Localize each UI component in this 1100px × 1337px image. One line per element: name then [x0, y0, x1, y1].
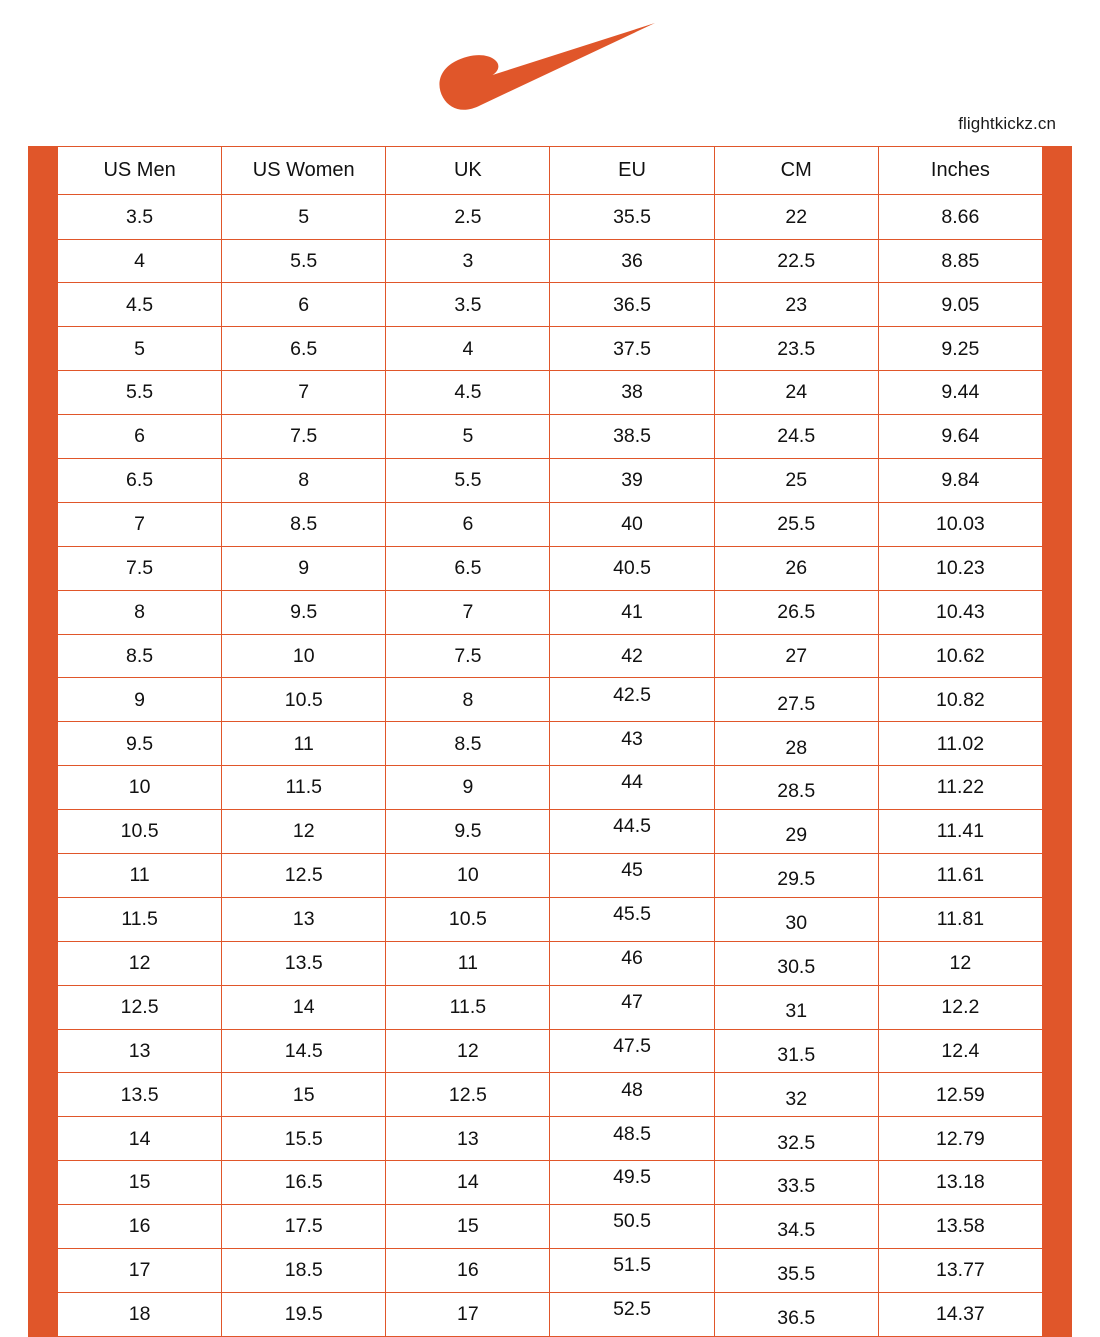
cell-value: 48: [621, 1078, 643, 1101]
table-row: [58, 239, 1043, 283]
cell-us-men: 18: [58, 1292, 222, 1336]
nike-swoosh-logo: [0, 18, 1100, 118]
cell-value: 48.5: [613, 1122, 652, 1145]
cell-us-women: 9.5: [222, 590, 386, 634]
cell-value: 31: [785, 999, 808, 1022]
cell-eu: [550, 1205, 714, 1249]
cell-us-men: 5: [58, 327, 222, 371]
cell-inches: 12.2: [878, 985, 1042, 1029]
cell-inches: 11.41: [878, 810, 1042, 854]
cell-us-women: 14.5: [222, 1029, 386, 1073]
cell-uk: 7.5: [386, 634, 550, 678]
cell-us-men: 10: [58, 766, 222, 810]
table-row: [58, 722, 1043, 766]
cell-inches: 9.64: [878, 415, 1042, 459]
table-header-row: [58, 147, 1043, 195]
cell-eu: [550, 1029, 714, 1073]
cell-us-men: 16: [58, 1205, 222, 1249]
cell-cm: 23.5: [714, 327, 878, 371]
cell-uk: 8.5: [386, 722, 550, 766]
column-header-inches: Inches: [878, 147, 1042, 195]
cell-uk: 5: [386, 415, 550, 459]
cell-value: 31.5: [777, 1043, 816, 1066]
cell-eu: [550, 1073, 714, 1117]
cell-uk: 17: [386, 1292, 550, 1336]
cell-cm: 26.5: [714, 590, 878, 634]
cell-value: 36.5: [777, 1307, 816, 1330]
cell-us-men: 8: [58, 590, 222, 634]
cell-uk: 6: [386, 502, 550, 546]
cell-cm: 25: [714, 458, 878, 502]
cell-cm: [714, 810, 878, 854]
cell-cm: 24.5: [714, 415, 878, 459]
cell-eu: [550, 1161, 714, 1205]
table-row: [58, 283, 1043, 327]
cell-eu: 41: [550, 590, 714, 634]
cell-eu: 40: [550, 502, 714, 546]
cell-uk: 16: [386, 1249, 550, 1293]
cell-value: 34.5: [777, 1219, 816, 1242]
cell-us-women: 8: [222, 458, 386, 502]
cell-eu: [550, 941, 714, 985]
cell-cm: [714, 853, 878, 897]
cell-value: 51.5: [613, 1254, 652, 1277]
cell-us-men: 4: [58, 239, 222, 283]
cell-eu: [550, 853, 714, 897]
cell-eu: 35.5: [550, 195, 714, 240]
cell-inches: 14.37: [878, 1292, 1042, 1336]
cell-uk: 12.5: [386, 1073, 550, 1117]
cell-cm: [714, 678, 878, 722]
cell-inches: 11.81: [878, 897, 1042, 941]
cell-us-women: 19.5: [222, 1292, 386, 1336]
cell-cm: 25.5: [714, 502, 878, 546]
cell-value: 29.5: [777, 868, 816, 891]
cell-eu: 42: [550, 634, 714, 678]
cell-us-men: 6.5: [58, 458, 222, 502]
cell-us-women: 15: [222, 1073, 386, 1117]
cell-eu: 40.5: [550, 546, 714, 590]
cell-eu: [550, 1117, 714, 1161]
cell-value: 32.5: [777, 1131, 816, 1154]
cell-uk: 10: [386, 853, 550, 897]
cell-us-women: 6: [222, 283, 386, 327]
cell-cm: [714, 1029, 878, 1073]
cell-cm: [714, 766, 878, 810]
cell-uk: 14: [386, 1161, 550, 1205]
cell-value: 47: [621, 990, 643, 1013]
cell-eu: 37.5: [550, 327, 714, 371]
cell-eu: [550, 722, 714, 766]
cell-us-men: 9.5: [58, 722, 222, 766]
cell-inches: 8.66: [878, 195, 1042, 240]
cell-uk: 3.5: [386, 283, 550, 327]
cell-cm: 27: [714, 634, 878, 678]
cell-inches: 8.85: [878, 239, 1042, 283]
cell-us-men: 12: [58, 941, 222, 985]
table-row: [58, 1073, 1043, 1117]
table-row: [58, 810, 1043, 854]
table-row: [58, 546, 1043, 590]
cell-inches: 9.84: [878, 458, 1042, 502]
table-row: [58, 371, 1043, 415]
table-row: [58, 985, 1043, 1029]
cell-uk: 13: [386, 1117, 550, 1161]
cell-value: 44.5: [613, 815, 652, 838]
cell-eu: [550, 1292, 714, 1336]
cell-uk: 2.5: [386, 195, 550, 240]
cell-uk: 11.5: [386, 985, 550, 1029]
cell-us-women: 6.5: [222, 327, 386, 371]
cell-uk: 3: [386, 239, 550, 283]
cell-eu: [550, 1249, 714, 1293]
cell-us-men: 10.5: [58, 810, 222, 854]
table-row: [58, 634, 1043, 678]
cell-us-men: 11: [58, 853, 222, 897]
cell-us-men: 11.5: [58, 897, 222, 941]
cell-us-men: 6: [58, 415, 222, 459]
cell-cm: [714, 1292, 878, 1336]
cell-us-women: 7.5: [222, 415, 386, 459]
cell-inches: 12.4: [878, 1029, 1042, 1073]
cell-us-men: 8.5: [58, 634, 222, 678]
table-row: [58, 415, 1043, 459]
table-row: [58, 1117, 1043, 1161]
cell-us-women: 10: [222, 634, 386, 678]
cell-uk: 15: [386, 1205, 550, 1249]
cell-uk: 4: [386, 327, 550, 371]
cell-uk: 8: [386, 678, 550, 722]
table-row: [58, 1292, 1043, 1336]
cell-value: 47.5: [613, 1034, 652, 1057]
cell-inches: 13.18: [878, 1161, 1042, 1205]
cell-value: 52.5: [613, 1298, 652, 1321]
cell-eu: 36.5: [550, 283, 714, 327]
table-row: [58, 1249, 1043, 1293]
table-row: [58, 678, 1043, 722]
table-row: [58, 327, 1043, 371]
cell-eu: [550, 985, 714, 1029]
cell-value: 32: [785, 1087, 808, 1110]
cell-inches: 10.23: [878, 546, 1042, 590]
cell-value: 30: [785, 912, 808, 935]
cell-us-women: 8.5: [222, 502, 386, 546]
cell-value: 28: [785, 736, 808, 759]
cell-value: 33.5: [777, 1175, 816, 1198]
cell-value: 35.5: [777, 1263, 816, 1286]
cell-inches: 9.44: [878, 371, 1042, 415]
table-row: [58, 1205, 1043, 1249]
column-header-us-women: US Women: [222, 147, 386, 195]
cell-eu: [550, 678, 714, 722]
table-row: [58, 590, 1043, 634]
cell-cm: [714, 1205, 878, 1249]
cell-eu: 38: [550, 371, 714, 415]
cell-cm: [714, 1161, 878, 1205]
cell-inches: 9.05: [878, 283, 1042, 327]
cell-inches: 12: [878, 941, 1042, 985]
cell-uk: 7: [386, 590, 550, 634]
table-row: [58, 941, 1043, 985]
cell-us-women: 12: [222, 810, 386, 854]
cell-us-men: 17: [58, 1249, 222, 1293]
cell-inches: 10.43: [878, 590, 1042, 634]
cell-us-women: 15.5: [222, 1117, 386, 1161]
cell-inches: 12.79: [878, 1117, 1042, 1161]
cell-value: 43: [621, 727, 643, 750]
cell-us-men: 7.5: [58, 546, 222, 590]
cell-value: 49.5: [613, 1166, 652, 1189]
size-chart-table: [57, 146, 1043, 1337]
table-row: [58, 1029, 1043, 1073]
cell-us-women: 14: [222, 985, 386, 1029]
cell-cm: [714, 1249, 878, 1293]
watermark-text: flightkickz.cn: [958, 114, 1056, 133]
cell-eu: 36: [550, 239, 714, 283]
table-row: [58, 897, 1043, 941]
cell-us-women: 5.5: [222, 239, 386, 283]
cell-value: 30.5: [777, 956, 816, 978]
cell-us-women: 5: [222, 195, 386, 240]
cell-us-men: 12.5: [58, 985, 222, 1029]
table-row: [58, 195, 1043, 240]
cell-inches: 11.22: [878, 766, 1042, 810]
cell-value: 28.5: [777, 780, 816, 803]
cell-us-women: 11: [222, 722, 386, 766]
cell-us-men: 7: [58, 502, 222, 546]
cell-eu: [550, 766, 714, 810]
cell-us-women: 10.5: [222, 678, 386, 722]
cell-value: 42.5: [613, 683, 652, 706]
cell-value: 45: [621, 859, 643, 882]
column-header-cm: CM: [714, 147, 878, 195]
cell-us-women: 17.5: [222, 1205, 386, 1249]
cell-us-men: 13.5: [58, 1073, 222, 1117]
cell-eu: 38.5: [550, 415, 714, 459]
cell-us-men: 15: [58, 1161, 222, 1205]
cell-value: 44: [621, 771, 643, 794]
column-header-us-men: US Men: [58, 147, 222, 195]
cell-eu: 39: [550, 458, 714, 502]
cell-uk: 9.5: [386, 810, 550, 854]
cell-inches: 11.61: [878, 853, 1042, 897]
cell-cm: [714, 897, 878, 941]
cell-value: 46: [621, 947, 643, 969]
cell-uk: 9: [386, 766, 550, 810]
cell-cm: [714, 1073, 878, 1117]
cell-uk: 11: [386, 941, 550, 985]
column-header-eu: EU: [550, 147, 714, 195]
cell-us-men: 3.5: [58, 195, 222, 240]
cell-value: 50.5: [613, 1210, 652, 1233]
cell-cm: [714, 985, 878, 1029]
cell-cm: [714, 941, 878, 985]
cell-us-women: 11.5: [222, 766, 386, 810]
cell-us-men: 13: [58, 1029, 222, 1073]
cell-uk: 5.5: [386, 458, 550, 502]
cell-us-women: 7: [222, 371, 386, 415]
table-row: [58, 853, 1043, 897]
cell-inches: 13.58: [878, 1205, 1042, 1249]
table-row: [58, 1161, 1043, 1205]
cell-cm: [714, 722, 878, 766]
cell-cm: 26: [714, 546, 878, 590]
cell-inches: 11.02: [878, 722, 1042, 766]
cell-uk: 4.5: [386, 371, 550, 415]
cell-inches: 9.25: [878, 327, 1042, 371]
cell-inches: 12.59: [878, 1073, 1042, 1117]
cell-inches: 10.82: [878, 678, 1042, 722]
cell-cm: 24: [714, 371, 878, 415]
cell-eu: [550, 810, 714, 854]
cell-cm: 23: [714, 283, 878, 327]
cell-value: 29: [785, 824, 808, 847]
cell-eu: [550, 897, 714, 941]
cell-us-women: 16.5: [222, 1161, 386, 1205]
cell-inches: 10.62: [878, 634, 1042, 678]
size-chart-frame: [28, 146, 1072, 1337]
cell-cm: [714, 1117, 878, 1161]
cell-us-men: 14: [58, 1117, 222, 1161]
cell-us-men: 5.5: [58, 371, 222, 415]
cell-us-women: 12.5: [222, 853, 386, 897]
cell-value: 45.5: [613, 903, 652, 926]
cell-cm: 22.5: [714, 239, 878, 283]
cell-inches: 10.03: [878, 502, 1042, 546]
cell-uk: 10.5: [386, 897, 550, 941]
cell-us-women: 13.5: [222, 941, 386, 985]
cell-us-men: 4.5: [58, 283, 222, 327]
table-row: [58, 458, 1043, 502]
cell-us-women: 13: [222, 897, 386, 941]
cell-us-men: 9: [58, 678, 222, 722]
cell-uk: 6.5: [386, 546, 550, 590]
cell-inches: 13.77: [878, 1249, 1042, 1293]
cell-cm: 22: [714, 195, 878, 240]
column-header-uk: UK: [386, 147, 550, 195]
cell-us-women: 9: [222, 546, 386, 590]
table-row: [58, 766, 1043, 810]
cell-value: 27.5: [777, 692, 816, 715]
cell-us-women: 18.5: [222, 1249, 386, 1293]
table-row: [58, 502, 1043, 546]
cell-uk: 12: [386, 1029, 550, 1073]
